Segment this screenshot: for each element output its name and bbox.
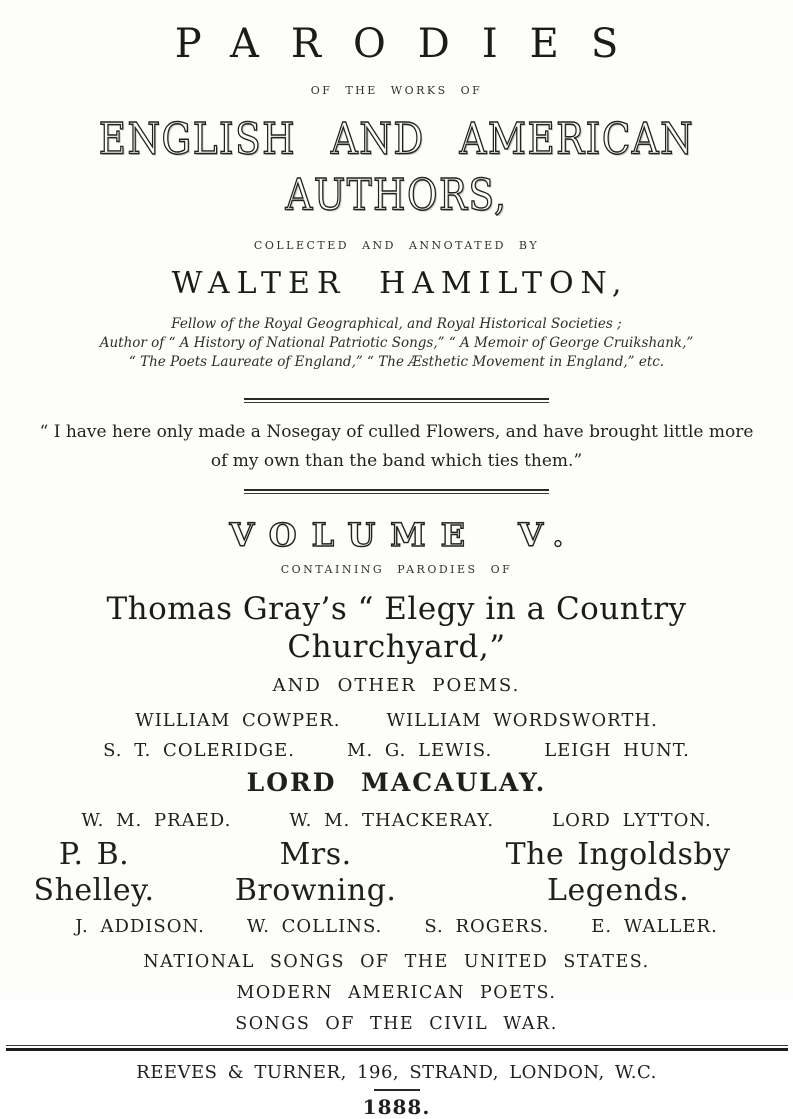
content-item: LORD MACAULAY. (246, 768, 547, 797)
content-item: S. ROGERS. (424, 916, 550, 937)
content-item: W. M. PRAED. (81, 810, 232, 831)
works-of-line: OF THE WORKS OF (310, 84, 483, 97)
contents-line-macaulay (0, 769, 793, 797)
divider-rule-top (244, 398, 549, 403)
content-item: NATIONAL SONGS OF THE UNITED STATES. (143, 952, 650, 972)
contents-other-poems: AND OTHER POEMS. (272, 675, 521, 696)
contents-gray-elegy: Thomas Gray’s “ Elegy in a Country Churchyard,” (106, 591, 687, 665)
contents-line-addison-collins-rogers-waller (0, 916, 793, 938)
imprint-rule (6, 1045, 788, 1051)
content-item: W. M. THACKERAY. (289, 810, 495, 831)
content-item: The Ingoldsby Legends. (505, 837, 731, 908)
credentials-line-2: Author of “ A History of National Patriotic Songs,” “ A Memoir of George Cruikshank,” (99, 335, 694, 351)
content-item: E. WALLER. (591, 916, 718, 937)
contents-line-civil-war-songs (0, 1013, 793, 1035)
epigraph-quote (0, 418, 793, 476)
publisher-imprint: REEVES & TURNER, 196, STRAND, LONDON, W.C. (136, 1062, 657, 1083)
ornate-title: ENGLISH AND AMERICAN AUTHORS, (98, 114, 695, 220)
containing-line: CONTAINING PARODIES OF (280, 563, 513, 576)
content-item: M. G. LEWIS. (347, 740, 493, 761)
volume-heading: VOLUME V. (229, 516, 579, 554)
contents-line-modern-american-poets (0, 982, 793, 1004)
credentials-line-1: Fellow of the Royal Geographical, and Royal Historical Societies ; (171, 316, 622, 332)
content-item: LORD LYTTON. (552, 810, 712, 831)
epigraph-line-1: “ I have here only made a Nosegay of culled Flowers, and have brought little more (39, 422, 754, 442)
content-item: WILLIAM WORDSWORTH. (386, 710, 658, 731)
editor-name: WALTER HAMILTON, (171, 266, 629, 301)
contents-line-shelley-browning-ingoldsby (0, 837, 793, 909)
content-item: MODERN AMERICAN POETS. (236, 983, 557, 1003)
content-item: WILLIAM COWPER. (135, 710, 341, 731)
editor-credentials (0, 315, 793, 372)
contents-line-cowper-wordsworth (0, 710, 793, 732)
content-item: Mrs. Browning. (234, 837, 397, 908)
content-item: W. COLLINS. (246, 916, 383, 937)
contents-line-national-songs (0, 951, 793, 973)
content-item: SONGS OF THE CIVIL WAR. (235, 1014, 558, 1034)
contents-line-praed-thackeray-lytton (0, 810, 793, 832)
epigraph-line-2: of my own than the band which ties them.” (210, 451, 583, 471)
year-dash (374, 1089, 420, 1091)
divider-rule-bottom (244, 489, 549, 494)
content-item: J. ADDISON. (75, 916, 205, 937)
content-item: LEIGH HUNT. (544, 740, 690, 761)
credentials-line-3: “ The Poets Laureate of England,” “ The Æsthetic Movement in England,” etc. (128, 354, 665, 370)
publication-year: 1888. (362, 1095, 431, 1119)
collected-by-line: COLLECTED AND ANNOTATED BY (253, 239, 540, 252)
content-item: S. T. COLERIDGE. (103, 740, 296, 761)
contents-line-coleridge-lewis-hunt (0, 740, 793, 762)
book-title: PARODIES (174, 21, 651, 67)
content-item: P. B. Shelley. (33, 837, 155, 908)
